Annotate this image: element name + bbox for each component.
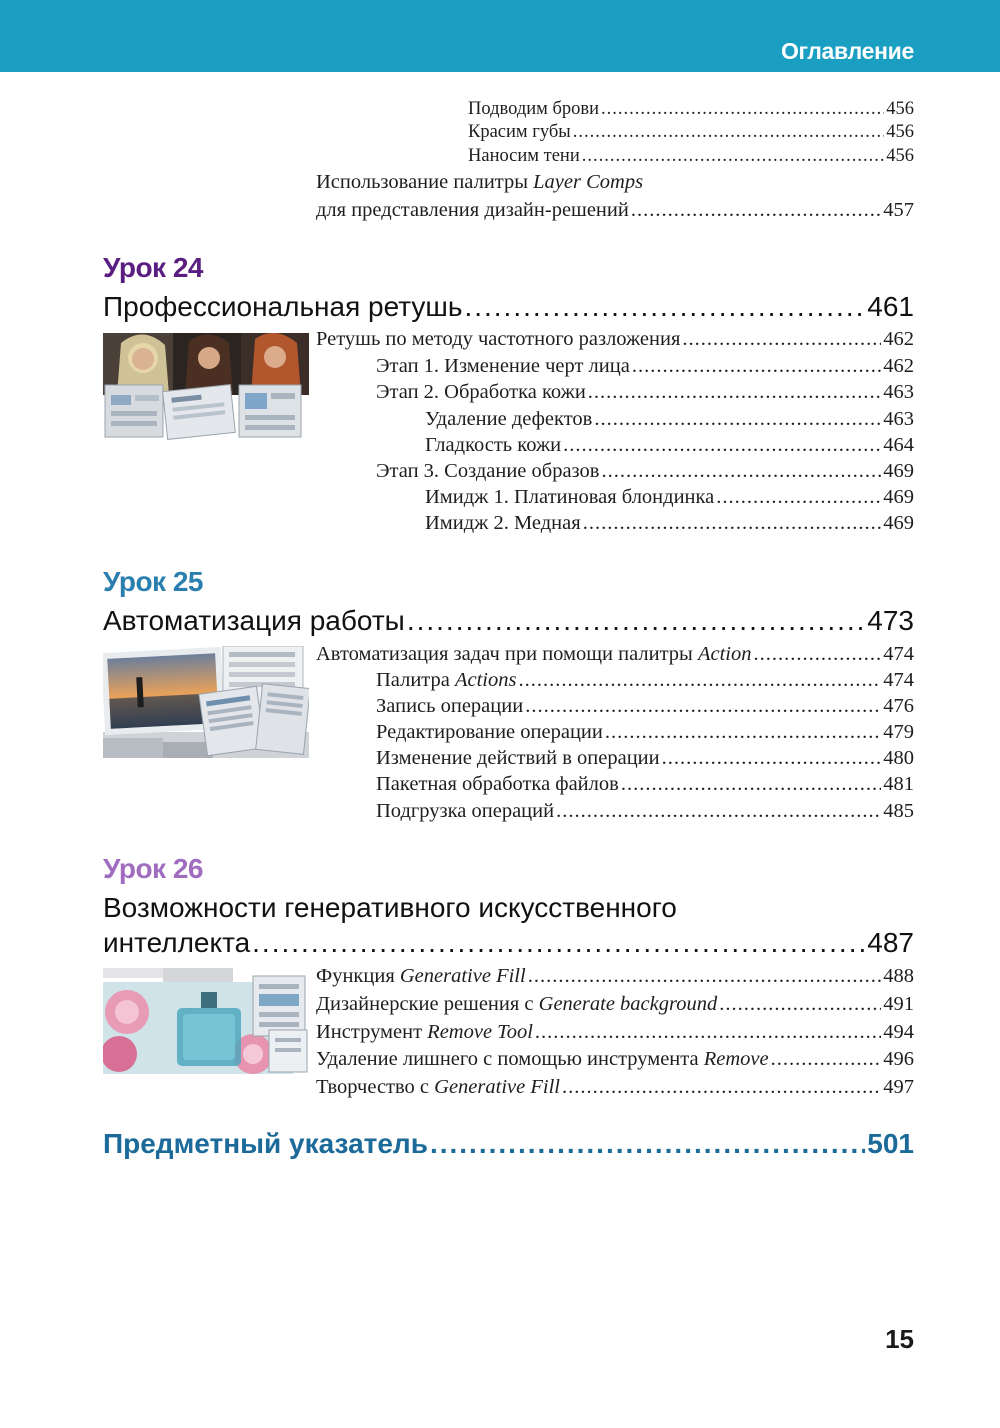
toc-entry[interactable] — [468, 99, 914, 120]
toc-entry-title: Функция — [316, 965, 400, 987]
lesson-25-thumbnail — [103, 646, 309, 758]
toc-entry-italic: Action — [697, 643, 752, 665]
toc-entry-title: Наносим тени — [468, 146, 580, 166]
toc-entry-title: Инструмент — [316, 1021, 428, 1043]
lesson-26-thumbnail — [103, 968, 309, 1076]
toc-entry-line1[interactable] — [316, 171, 643, 194]
toc-entry-page: 497 — [883, 1076, 914, 1098]
toc-entry-title: Использование палитры — [316, 171, 534, 193]
toc-entry[interactable] — [316, 1048, 914, 1071]
toc-entry-page: 469 — [883, 512, 914, 534]
lesson-title: интеллекта — [103, 927, 251, 958]
toc-entry-page: 479 — [883, 721, 914, 743]
toc-entry[interactable] — [316, 993, 914, 1016]
toc-entry[interactable] — [376, 381, 914, 404]
toc-entry-page: 469 — [883, 486, 914, 508]
lesson-24-label: Урок 24 — [103, 252, 203, 283]
toc-entry-title: Этап 2. Обработка кожи — [376, 381, 586, 403]
toc-entry-page: 488 — [883, 965, 914, 987]
toc-entry-page: 485 — [883, 800, 914, 822]
toc-entry[interactable] — [316, 643, 914, 666]
lesson-25-heading[interactable] — [103, 605, 914, 637]
lesson-page: 473 — [867, 605, 914, 636]
lesson-24-heading[interactable] — [103, 291, 914, 323]
toc-entry-title: Красим губы — [468, 122, 571, 142]
page-number: 15 — [885, 1324, 914, 1354]
toc-entry-page: 463 — [883, 381, 914, 403]
lesson-page: 461 — [867, 291, 914, 322]
toc-entry-italic: Generate background — [538, 993, 718, 1015]
index-heading[interactable] — [103, 1128, 914, 1160]
lesson-26-heading[interactable] — [103, 927, 914, 959]
toc-entry[interactable] — [376, 355, 914, 378]
toc-entry[interactable] — [376, 669, 914, 692]
toc-entry-page: 457 — [883, 199, 914, 221]
toc-entry-title: Этап 3. Создание образов — [376, 460, 600, 482]
toc-entry-title: Ретушь по методу частотного разложения — [316, 328, 681, 350]
toc-entry-page: 474 — [883, 643, 914, 665]
toc-entry-italic: Remove — [703, 1048, 769, 1070]
toc-entry[interactable] — [376, 460, 914, 483]
toc-entry-page: 456 — [886, 146, 914, 166]
lesson-page: 487 — [867, 927, 914, 958]
lesson-title: Профессиональная ретушь — [103, 291, 463, 322]
toc-entry-italic: Layer Comps — [533, 171, 644, 193]
toc-entry-title: Редактирование операции — [376, 721, 603, 743]
toc-entry-page: 474 — [883, 669, 914, 691]
toc-entry-italic: Actions — [454, 669, 517, 691]
toc-entry-page: 481 — [883, 773, 914, 795]
toc-entry[interactable] — [316, 1021, 914, 1044]
toc-entry-title: Имидж 1. Платиновая блондинка — [425, 486, 715, 508]
toc-entry-title: Автоматизация задач при помощи палитры — [316, 643, 698, 665]
toc-entry-italic: Generative Fill — [399, 965, 526, 987]
toc-entry-italic: Remove Tool — [427, 1021, 533, 1043]
toc-entry-title: Удаление лишнего с помощью инструмента — [316, 1048, 704, 1070]
toc-entry-page: 462 — [883, 328, 914, 350]
toc-entry-title: Гладкость кожи — [425, 434, 562, 456]
toc-entry[interactable] — [376, 747, 914, 770]
lesson-25-label: Урок 25 — [103, 566, 203, 597]
toc-entry[interactable] — [425, 512, 914, 535]
lesson-24-thumbnail — [103, 333, 309, 440]
toc-entry-page: 480 — [883, 747, 914, 769]
lesson-26-label: Урок 26 — [103, 853, 203, 884]
lesson-26-title-line1[interactable]: Возможности генеративного искусственного — [103, 892, 677, 923]
toc-entry[interactable] — [376, 773, 914, 796]
toc-entry-page: 462 — [883, 355, 914, 377]
toc-entry-title: для представления дизайн-решений — [316, 199, 629, 221]
toc-entry-page: 463 — [883, 408, 914, 430]
toc-entry-page: 496 — [883, 1048, 914, 1070]
toc-entry-title: Подводим брови — [468, 99, 600, 119]
header-title: Оглавление — [780, 38, 914, 64]
toc-entry-title: Изменение действий в операции — [376, 747, 660, 769]
toc-entry[interactable] — [425, 486, 914, 509]
index-page: 501 — [867, 1128, 914, 1159]
toc-entry-title: Палитра — [376, 669, 455, 691]
index-title: Предметный указатель — [103, 1128, 428, 1159]
toc-entry[interactable] — [316, 965, 914, 988]
toc-entry-title: Запись операции — [376, 695, 524, 717]
toc-entry[interactable] — [376, 721, 914, 744]
toc-entry-page: 456 — [886, 122, 914, 142]
toc-entry[interactable] — [376, 695, 914, 718]
toc-entry[interactable] — [468, 146, 914, 167]
toc-entry-page: 494 — [883, 1021, 914, 1043]
toc-entry-title: Творчество с — [316, 1076, 435, 1098]
toc-entry[interactable] — [316, 199, 914, 222]
toc-entry-page: 464 — [883, 434, 914, 456]
toc-entry-page: 469 — [883, 460, 914, 482]
toc-entry-page: 476 — [883, 695, 914, 717]
toc-entry[interactable] — [376, 800, 914, 823]
lesson-title: Автоматизация работы — [103, 605, 405, 636]
toc-entry-title: Пакетная обработка файлов — [376, 773, 619, 795]
toc-entry[interactable] — [425, 434, 914, 457]
toc-entry[interactable] — [468, 122, 914, 143]
toc-entry-page: 456 — [886, 99, 914, 119]
toc-entry-italic: Generative Fill — [434, 1076, 560, 1098]
toc-entry-title: Этап 1. Изменение черт лица — [376, 355, 630, 377]
toc-entry[interactable] — [316, 1076, 914, 1099]
toc-entry[interactable] — [316, 328, 914, 351]
toc-entry[interactable] — [425, 408, 914, 431]
toc-entry-title: Дизайнерские решения с — [316, 993, 539, 1015]
toc-entry-title: Подгрузка операций — [376, 800, 555, 822]
toc-entry-title: Имидж 2. Медная — [425, 512, 581, 534]
toc-entry-page: 491 — [883, 993, 914, 1015]
toc-entry-title: Удаление дефектов — [425, 408, 593, 430]
header-banner — [0, 0, 1000, 72]
